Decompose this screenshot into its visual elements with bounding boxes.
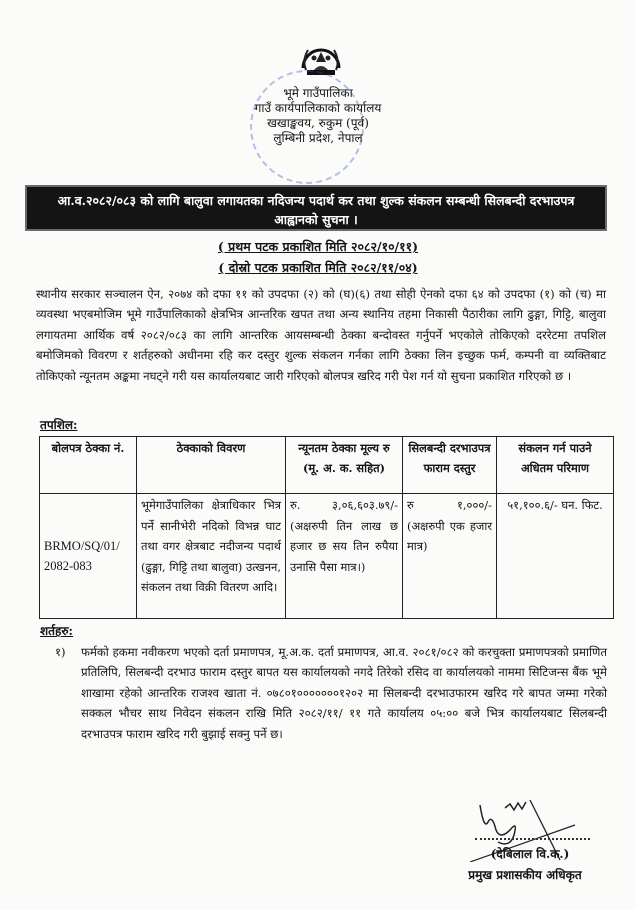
table-row <box>40 494 614 619</box>
cell-description: भूमेगाउँपालिका क्षेत्राधिकार भित्र पर्ने सानीभेरी नदिको विभन्न घाट तथा वगर क्षेत्रबाट नदीजन्य पदार्थ (ढुङ्गा, गिट्टि तथा बालुवा) उत्खनन, संकलन तथा विक्री वितरण आदि। <box>137 494 286 619</box>
signature-line <box>475 838 590 840</box>
signatory-name: (देबिलाल वि.क.) <box>490 847 570 861</box>
cell-form-fee: रु १,०००/- (अक्षरुपी एक हजार मात्र) <box>403 494 497 619</box>
office-header <box>0 86 636 146</box>
banner-line-2: आह्वानको सुचना । <box>274 212 358 227</box>
column-header-max-quantity: संकलन गर्न पाउने अधितम परिमाण <box>497 437 614 494</box>
cell-max-quantity: ५१,१००.६/- घन. फिट. <box>497 494 614 619</box>
schedule-table <box>39 436 614 619</box>
cell-contract-no: BRMO/SQ/01/ 2082-083 <box>40 494 137 619</box>
intro-paragraph: स्थानीय सरकार सञ्चालन ऐन, २०७४ को दफा ११ को उपदफा (२) को (घ)(६) तथा सोही ऐनको दफा ६४ को उपदफा (१) को (च) मा व्यवस्था भएबमोजिम भूमे गाउँपालिकाको क्षेत्रभित्र आन्तरिक खपत तथा अन्य स्थानिय तहमा निकासी पैठारीका लागि ढुङ्गा, गिट्टि, बालुवा लगायतमा आर्थिक वर्ष २०८२/०८३ का लागि आन्तरिक आयसम्बन्धी ठेक्का बन्दोवस्त गर्नुपर्ने भएकोले तोकिएको दररेटमा तपशिल बमोजिमको विवरण र शर्तहरुको अधीनमा रहि कर दस्तुर शुल्क संकलन गर्नका लागि ठेक्का लिन इच्छुक फर्म, कम्पनी वा व्यक्तिबाट तोकिएको न्यूनतम अङ्कमा नघट्ने गरी यस कार्यालयबाट जारी गरिएको बोलपत्र खरिद गरी पेश गर्न यो सुचना प्रकाशित गरिएको छ । <box>36 287 606 383</box>
office-line-3: खखाङ्खवय, रुकुम (पूर्व) <box>267 116 369 130</box>
cell-min-value: रु. ३,०६,६०३.७९/- (अक्षरुपी तिन लाख छ हजार छ सय तिन रुपैया उनासि पैसा मात्र।) <box>286 494 403 619</box>
column-header-contract-no: बोलपत्र ठेक्का नं. <box>40 437 137 494</box>
table-header-row <box>40 437 614 494</box>
condition-text: फर्मको हकमा नवीकरण भएको दर्ता प्रमाणपत्र, मू.अ.क. दर्ता प्रमाणपत्र, आ.व. २०८१/०८२ को करचुक्ता प्रमाणपत्रको प्रमाणित प्रतिलिपि, सिलबन्दी दरभाउ फाराम दस्तुर बापत यस कार्यालयको नगदे तिरेको रसिद वा कार्यालयको नाममा सिटिजन्स बैंक भूमे शाखामा रहेको आन्तरिक राजश्व खाता नं. ०७८०१०००००००१२०२ मा सिलबन्दी दरभाउफारम खरिद गरे बापत जम्मा गरेको सक्कल भौचर साथ निवेदन संकलन राखि मिति २०८२/११/ ११ गते कार्यालय ०५:०० बजे भित्र कार्यालयबाट सिलबन्दी दरभाउपत्र फाराम खरिद गरी बुझाई सक्नु पर्ने छ। <box>81 645 607 741</box>
office-line-2: गाउँ कार्यपालिकाको कार्यालय <box>254 101 382 115</box>
signatory-title: प्रमुख प्रशासकीय अधिकृत <box>468 868 582 882</box>
second-publication-date: ( दोस्रो पटक प्रकाशित मिति २०८२/११/०४) <box>218 260 418 275</box>
column-header-min-value: न्यूनतम ठेक्का मूल्य रु (मू. अ. क. सहित) <box>286 437 403 494</box>
conditions-heading: शर्तहरु: <box>40 624 73 638</box>
office-line-1: भूमे गाउँपालिका <box>283 86 353 100</box>
schedule-heading: तपशिल: <box>40 418 78 432</box>
column-header-description: ठेक्काको विवरण <box>137 437 286 494</box>
column-header-form-fee: सिलबन्दी दरभाउपत्र फाराम दस्तुर <box>403 437 497 494</box>
office-line-4: लुम्बिनी प्रदेश, नेपाल <box>273 131 363 145</box>
condition-number: १) <box>55 645 66 659</box>
notice-title-banner <box>25 185 607 231</box>
first-publication-date: ( प्रथम पटक प्रकाशित मिति २०८२/१०/११) <box>217 239 419 254</box>
banner-line-1: आ.व.२०८२/०८३ को लागि बालुवा लगायतका नदिजन्य पदार्थ कर तथा शुल्क संकलन सम्बन्धी सिलबन्दी दरभाउपत्र <box>57 193 575 208</box>
condition-item <box>55 642 607 744</box>
